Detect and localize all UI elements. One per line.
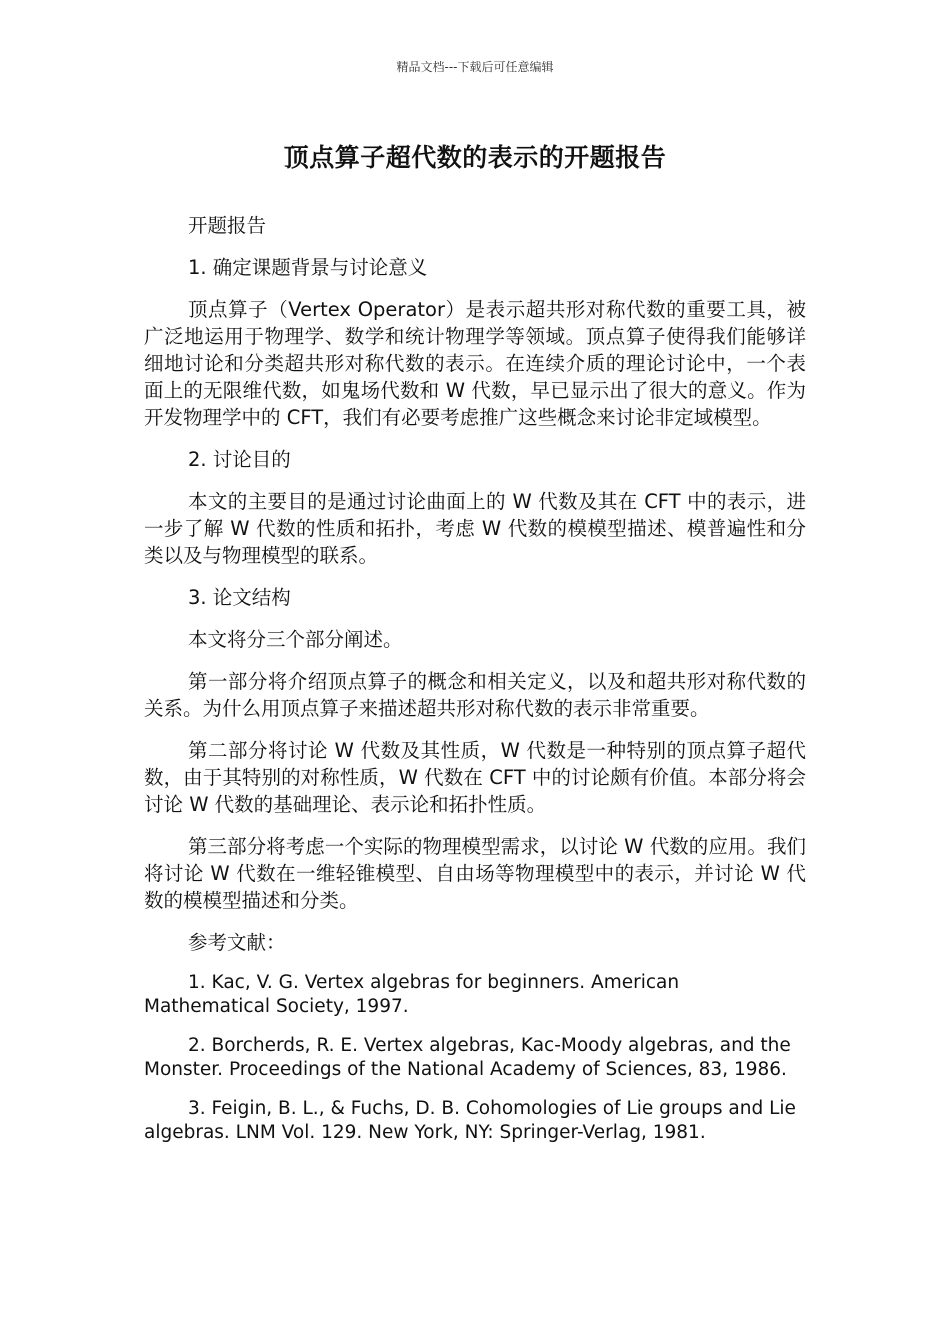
reference-item: 2. Borcherds, R. E. Vertex algebras, Kac-Moody algebras, and the Monster. Proceedings of the National Academy of Sciences, 83, 1986. bbox=[144, 1035, 791, 1080]
paragraph-structure-intro: 本文将分三个部分阐述。 bbox=[188, 628, 403, 651]
document-body bbox=[144, 212, 806, 1160]
paragraph-background: 顶点算子（Vertex Operator）是表示超共形对称代数的重要工具，被广泛地运用于物理学、数学和统计物理学等领域。顶点算子使得我们能够详细地讨论和分类超共形对称代数的表示。在连续介质的理论讨论中，一个表面上的无限维代数，如鬼场代数和 W 代数，早已显示出了很大的意义。作为开发物理学中的 CFT，我们有必要考虑推广这些概念来讨论非定域模型。 bbox=[144, 298, 806, 429]
references-heading: 参考文献： bbox=[188, 931, 286, 954]
paragraph-part-three: 第三部分将考虑一个实际的物理模型需求，以讨论 W 代数的应用。我们将讨论 W 代数在一维轻锥模型、自由场等物理模型中的表示，并讨论 W 代数的模模型描述和分类。 bbox=[144, 835, 806, 912]
section-label-proposal: 开题报告 bbox=[188, 214, 267, 237]
document-title: 顶点算子超代数的表示的开题报告 bbox=[283, 143, 667, 172]
header-note: 精品文档---下载后可任意编辑 bbox=[396, 60, 554, 74]
paragraph-part-two: 第二部分将讨论 W 代数及其性质，W 代数是一种特别的顶点算子超代数，由于其特别的对称性质，W 代数在 CFT 中的讨论颇有价值。本部分将会讨论 W 代数的基础理论、表示论和拓扑性质。 bbox=[144, 739, 806, 816]
section-heading-purpose: 2. 讨论目的 bbox=[188, 448, 291, 471]
reference-item: 1. Kac, V. G. Vertex algebras for beginners. American Mathematical Society, 1997. bbox=[144, 972, 680, 1017]
paragraph-part-one: 第一部分将介绍顶点算子的概念和相关定义，以及和超共形对称代数的关系。为什么用顶点算子来描述超共形对称代数的表示非常重要。 bbox=[144, 670, 806, 720]
reference-item: 3. Feigin, B. L., & Fuchs, D. B. Cohomologies of Lie groups and Lie algebras. LNM Vol. 129. New York, NY: Springer-Verlag, 1981. bbox=[144, 1098, 796, 1143]
paragraph-purpose: 本文的主要目的是通过讨论曲面上的 W 代数及其在 CFT 中的表示，进一步了解 W 代数的性质和拓扑，考虑 W 代数的模模型描述、模普遍性和分类以及与物理模型的联系。 bbox=[144, 490, 806, 567]
section-heading-background: 1. 确定课题背景与讨论意义 bbox=[188, 256, 428, 279]
section-heading-structure: 3. 论文结构 bbox=[188, 586, 291, 609]
